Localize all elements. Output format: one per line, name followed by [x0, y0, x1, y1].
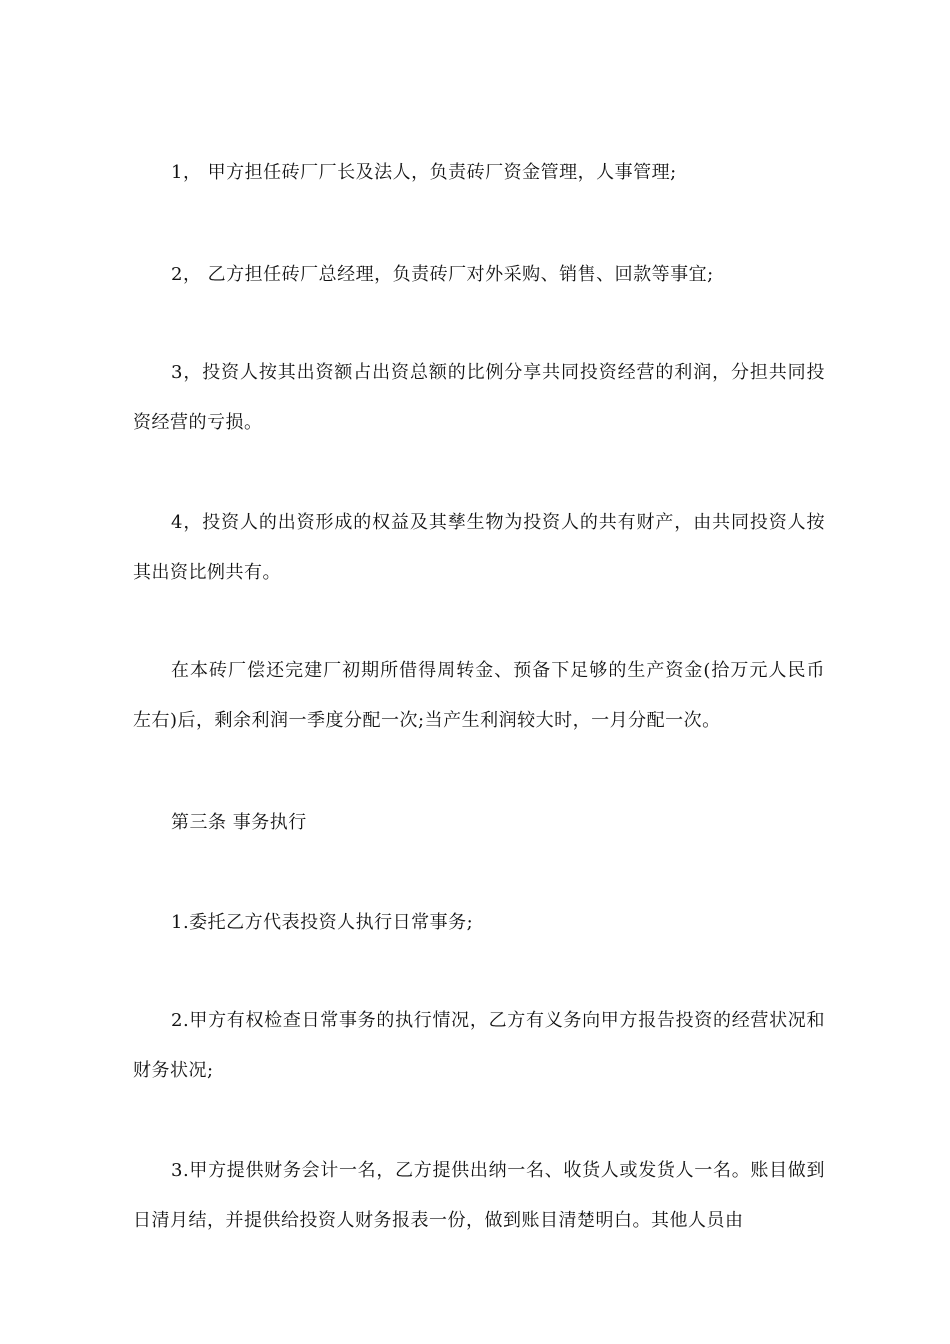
- clause-paragraph-3: 3，投资人按其出资额占出资总额的比例分享共同投资经营的利润，分担共同投资经营的亏损。: [133, 362, 825, 433]
- clause-paragraph-2: 2， 乙方担任砖厂总经理，负责砖厂对外采购、销售、回款等事宜;: [171, 264, 714, 285]
- clause-paragraph-4: 4，投资人的出资形成的权益及其孳生物为投资人的共有财产，由共同投资人按其出资比例共有。: [133, 512, 825, 583]
- section-heading: 第三条 事务执行: [171, 812, 307, 833]
- execution-item-1: 1.委托乙方代表投资人执行日常事务;: [171, 912, 474, 933]
- execution-item-2: 2.甲方有权检查日常事务的执行情况，乙方有义务向甲方报告投资的经营状况和财务状况;: [133, 1010, 825, 1081]
- execution-item-3: 3.甲方提供财务会计一名，乙方提供出纳一名、收货人或发货人一名。账目做到日清月结，并提供给投资人财务报表一份，做到账目清楚明白。其他人员由: [133, 1160, 825, 1231]
- profit-distribution-paragraph: 在本砖厂偿还完建厂初期所借得周转金、预备下足够的生产资金(拾万元人民币左右)后，剩余利润一季度分配一次;当产生利润较大时，一月分配一次。: [133, 660, 825, 731]
- clause-paragraph-1: 1， 甲方担任砖厂厂长及法人，负责砖厂资金管理，人事管理;: [171, 162, 677, 183]
